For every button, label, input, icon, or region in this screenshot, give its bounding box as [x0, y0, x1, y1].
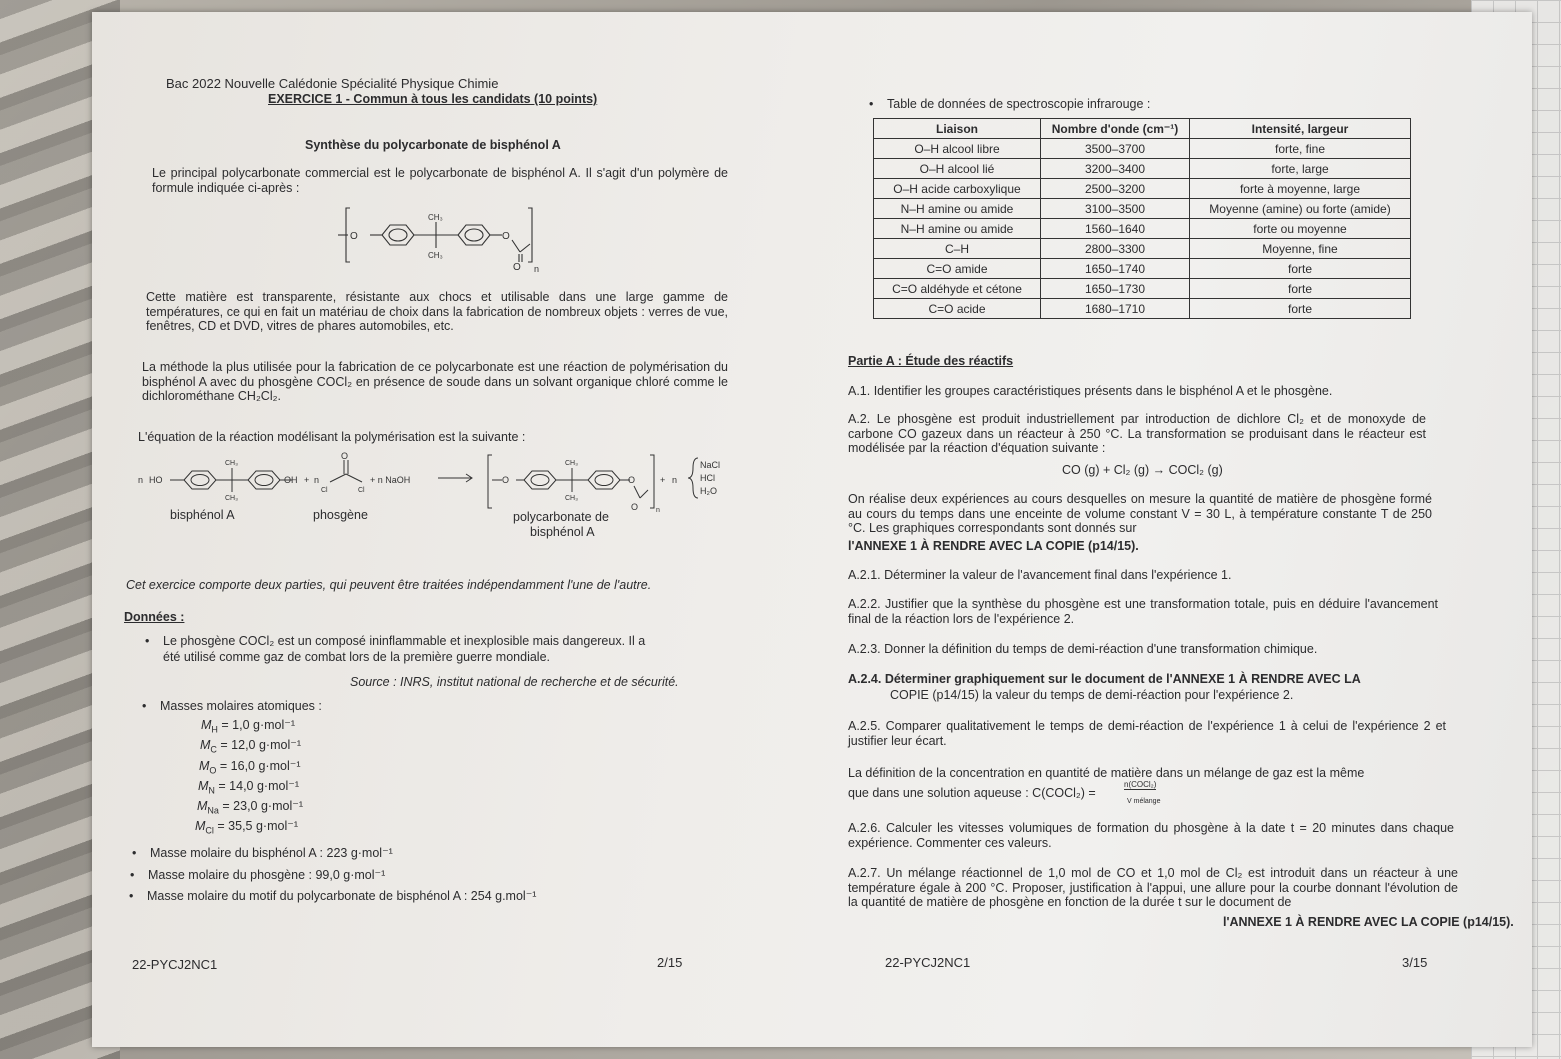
a2-annex-ref: l'ANNEXE 1 À RENDRE AVEC LA COPIE (p14/15). — [848, 539, 1139, 553]
ir-cell: forte, fine — [1190, 139, 1411, 159]
partA-title: Partie A : Étude des réactifs — [848, 354, 1014, 368]
molar-mass-symbol: M — [201, 718, 212, 732]
properties-paragraph: Cette matière est transparente, résistante aux chocs et utilisable dans une large gamme de températures, ce qui en fait un matériau de choix dans la fabrication de nombreux objets : verres de vue, fenêtres, CD et DVD, vitres de phares automobiles, etc. — [146, 290, 728, 333]
ir-row — [874, 299, 1411, 319]
molar-mass-element: C — [210, 744, 217, 755]
ir-cell: 1680–1710 — [1041, 299, 1190, 319]
molar-mass-item — [197, 799, 303, 819]
ho-label: HO — [149, 475, 163, 485]
molar-mass-value: = 23,0 g·mol⁻¹ — [218, 799, 304, 813]
conc-denominator: V mélange — [1127, 798, 1161, 805]
molar-mass-element: H — [211, 724, 218, 735]
question-a22: A.2.2. Justifier que la synthèse du phosgène est une transformation totale, puis en déduire l'avancement final de la réaction lors de l'expérience 2. — [848, 597, 1438, 626]
polymer-n-index: n — [534, 264, 540, 274]
phosgene-line-1: • Le phosgène COCl₂ est un composé ininflammable et inexplosible mais dangereux. Il a — [163, 634, 645, 649]
footer-page-left: 2/15 — [657, 955, 683, 970]
footer-code-left: 22-PYCJ2NC1 — [132, 957, 218, 972]
polymer-structure — [330, 200, 560, 278]
ir-cell: 3200–3400 — [1041, 159, 1190, 179]
ir-cell: 3100–3500 — [1041, 199, 1190, 219]
polymer-ch3-bottom: CH₃ — [428, 251, 443, 260]
ir-cell: 2800–3300 — [1041, 239, 1190, 259]
ir-row — [874, 279, 1411, 299]
ir-cell: forte — [1190, 299, 1411, 319]
ir-cell: O–H alcool lié — [874, 159, 1041, 179]
ir-row — [874, 179, 1411, 199]
molar-mass-value: = 16,0 g·mol⁻¹ — [216, 759, 301, 773]
question-a27: A.2.7. Un mélange réactionnel de 1,0 mol de CO et 1,0 mol de Cl₂ est introduit dans un réacteur à une température égale à 200 °C. Proposer, justification à l'appui, une allure pour la courbe donnant l'évolution de la quantité de matière de phosgène en fonction de la durée t sur le document de — [848, 866, 1458, 909]
a2-equation: CO (g) + Cl₂ (g) → COCl₂ (g) — [1062, 463, 1223, 477]
phosgene-line-2: été utilisé comme gaz de combat lors de la première guerre mondiale. — [163, 650, 550, 664]
ir-cell: forte — [1190, 279, 1411, 299]
reaction-scheme — [132, 450, 732, 540]
masses-title: • Masses molaires atomiques : — [160, 699, 322, 714]
ir-cell: C=O amide — [874, 259, 1041, 279]
molar-mass-item — [199, 759, 301, 779]
ir-header-intensite: Intensité, largeur — [1190, 119, 1411, 139]
section-title: Synthèse du polycarbonate de bisphénol A — [305, 138, 561, 152]
question-a1: A.1. Identifier les groupes caractéristiques présents dans le bisphénol A et le phosgène. — [848, 384, 1333, 398]
ir-cell: C=O acide — [874, 299, 1041, 319]
ir-cell: forte ou moyenne — [1190, 219, 1411, 239]
ch3-bottom-2: CH₃ — [565, 495, 578, 502]
independent-note: Cet exercice comporte deux parties, qui peuvent être traitées indépendamment l'une de l'autre. — [126, 578, 652, 592]
concentration-line1: La définition de la concentration en quantité de matière dans un mélange de gaz est la même — [848, 766, 1365, 780]
ir-cell: forte — [1190, 259, 1411, 279]
donnees-title: Données : — [124, 610, 185, 624]
product-nacl: NaCl — [700, 460, 721, 470]
polymer-o-label: O — [350, 231, 358, 242]
conc-numerator: n(COCl₂) — [1124, 780, 1157, 789]
coef-n-2: n — [314, 475, 320, 485]
ir-header-liaison: Liaison — [874, 119, 1041, 139]
product-h2o: H₂O — [700, 486, 717, 496]
ir-cell: O–H acide carboxylique — [874, 179, 1041, 199]
question-a25: A.2.5. Comparer qualitativement le temps de demi-réaction de l'expérience 1 à celui de l'expérience 2 et justifier leur écart. — [848, 719, 1446, 748]
ir-cell: 1650–1730 — [1041, 279, 1190, 299]
footer-page-right: 3/15 — [1402, 955, 1428, 970]
molar-mass-symbol: M — [197, 799, 208, 813]
molar-mass-value: = 12,0 g·mol⁻¹ — [216, 738, 301, 752]
ir-header-nombre-onde: Nombre d'onde (cm⁻¹) — [1041, 119, 1190, 139]
molar-mass-symbol: M — [200, 738, 211, 752]
footer-code-right: 22-PYCJ2NC1 — [885, 955, 971, 970]
molar-mass-element: O — [209, 765, 217, 776]
molar-mass-symbol: M — [199, 759, 210, 773]
mm-bisphenol: • Masse molaire du bisphénol A : 223 g·mol⁻¹ — [150, 846, 393, 861]
concentration-line2: que dans une solution aqueuse : C(COCl₂) = — [848, 786, 1096, 800]
ir-cell: Moyenne, fine — [1190, 239, 1411, 259]
question-a24-line2: COPIE (p14/15) la valeur du temps de demi-réaction pour l'expérience 2. — [890, 688, 1294, 702]
a2-experiment: On réalise deux expériences au cours desquelles on mesure la quantité de matière de phosgène formé au cours du temps dans une enceinte de volume constant V = 30 L, à température constante T de 250 °C. Les graphiques correspondants sont donnés sur — [848, 492, 1432, 535]
ir-cell: 2500–3200 — [1041, 179, 1190, 199]
ir-data-table — [873, 118, 1411, 319]
question-a23: A.2.3. Donner la définition du temps de demi-réaction d'une transformation chimique. — [848, 642, 1318, 656]
coef-n-3: n — [672, 475, 678, 485]
molar-mass-value: = 1,0 g·mol⁻¹ — [217, 718, 296, 732]
label-phosgene: phosgène — [313, 508, 368, 522]
ir-row — [874, 259, 1411, 279]
molar-mass-symbol: M — [198, 779, 209, 793]
label-polycarbonate-1: polycarbonate de — [513, 510, 609, 524]
question-a2: A.2. Le phosgène est produit industriellement par introduction de dichlore Cl₂ et de monoxyde de carbone CO gazeux dans un réacteur à 250 °C. La transformation se produisant dans le réacteur est modélisée par la réaction d'équation suivante : — [848, 412, 1426, 455]
plus-1: + — [304, 475, 310, 485]
molar-mass-value: = 14,0 g·mol⁻¹ — [214, 779, 299, 793]
source-note: Source : INRS, institut national de recherche et de sécurité. — [350, 675, 679, 689]
ch3-top-1: CH₃ — [225, 460, 238, 467]
polymer-o-label-2: O — [502, 231, 510, 242]
n-index-poly: n — [656, 507, 660, 514]
molar-mass-item — [201, 718, 295, 738]
mm-motif: • Masse molaire du motif du polycarbonate de bisphénol A : 254 g.mol⁻¹ — [147, 889, 536, 904]
phosgene-cl-2: Cl — [358, 487, 365, 494]
o-label-poly-2: O — [628, 475, 636, 485]
phosgene-cl-1: Cl — [321, 487, 328, 494]
phosgene-o: O — [341, 451, 349, 461]
ir-cell: 1650–1740 — [1041, 259, 1190, 279]
molar-mass-element: N — [208, 785, 215, 796]
plus-2: + — [660, 475, 666, 485]
ir-cell: N–H amine ou amide — [874, 199, 1041, 219]
ir-cell: N–H amine ou amide — [874, 219, 1041, 239]
ir-table-title: • Table de données de spectroscopie infrarouge : — [887, 97, 1150, 112]
molar-mass-symbol: M — [195, 819, 206, 833]
label-polycarbonate-2: bisphénol A — [530, 525, 595, 539]
exercise-title: EXERCICE 1 - Commun à tous les candidats (10 points) — [268, 92, 598, 106]
molar-mass-element: Cl — [205, 825, 214, 836]
method-paragraph: La méthode la plus utilisée pour la fabrication de ce polycarbonate est une réaction de polymérisation du bisphénol A avec du phosgène COCl₂ en présence de soude dans un solvant organique chloré comme le dichlorométhane CH₂Cl₂. — [142, 360, 728, 403]
naoh-label: + n NaOH — [370, 475, 411, 485]
coef-n-1: n — [138, 475, 144, 485]
o-carbonyl-poly: O — [631, 502, 639, 512]
ir-row — [874, 239, 1411, 259]
label-bisphenol: bisphénol A — [170, 508, 235, 522]
mm-phosgene: • Masse molaire du phosgène : 99,0 g·mol⁻¹ — [148, 868, 385, 883]
polymer-carbonyl-o: O — [513, 262, 521, 273]
ir-row — [874, 139, 1411, 159]
oh-label: OH — [284, 475, 298, 485]
doc-title: Bac 2022 Nouvelle Calédonie Spécialité Physique Chimie — [166, 76, 499, 91]
ch3-bottom-1: CH₃ — [225, 495, 238, 502]
ch3-top-2: CH₃ — [565, 460, 578, 467]
ir-cell: C–H — [874, 239, 1041, 259]
molar-mass-item — [198, 779, 299, 799]
question-a21: A.2.1. Déterminer la valeur de l'avancement final dans l'expérience 1. — [848, 568, 1232, 582]
ir-row — [874, 219, 1411, 239]
ir-cell: forte, large — [1190, 159, 1411, 179]
a27-annex-ref: l'ANNEXE 1 À RENDRE AVEC LA COPIE (p14/15). — [1223, 915, 1514, 929]
molar-mass-item — [200, 738, 301, 758]
equation-intro: L'équation de la réaction modélisant la polymérisation est la suivante : — [138, 430, 526, 444]
ir-cell: 3500–3700 — [1041, 139, 1190, 159]
o-label-poly: O — [502, 475, 510, 485]
ir-cell: 1560–1640 — [1041, 219, 1190, 239]
ir-row — [874, 199, 1411, 219]
ir-cell: Moyenne (amine) ou forte (amide) — [1190, 199, 1411, 219]
ir-cell: forte à moyenne, large — [1190, 179, 1411, 199]
ir-cell: C=O aldéhyde et cétone — [874, 279, 1041, 299]
ir-row — [874, 159, 1411, 179]
ir-cell: O–H alcool libre — [874, 139, 1041, 159]
product-hcl: HCl — [700, 473, 715, 483]
molar-mass-item — [195, 819, 298, 839]
question-a24-line1: A.2.4. Déterminer graphiquement sur le document de l'ANNEXE 1 À RENDRE AVEC LA — [848, 672, 1361, 686]
molar-mass-value: = 35,5 g·mol⁻¹ — [213, 819, 298, 833]
molar-mass-element: Na — [207, 805, 219, 816]
question-a26: A.2.6. Calculer les vitesses volumiques de formation du phosgène à la date t = 20 minutes dans chaque expérience. Commenter ces valeurs. — [848, 821, 1454, 850]
intro-paragraph: Le principal polycarbonate commercial est le polycarbonate de bisphénol A. Il s'agit d'un polymère de formule indiquée ci-après : — [152, 166, 728, 195]
polymer-ch3-top: CH₃ — [428, 213, 443, 222]
